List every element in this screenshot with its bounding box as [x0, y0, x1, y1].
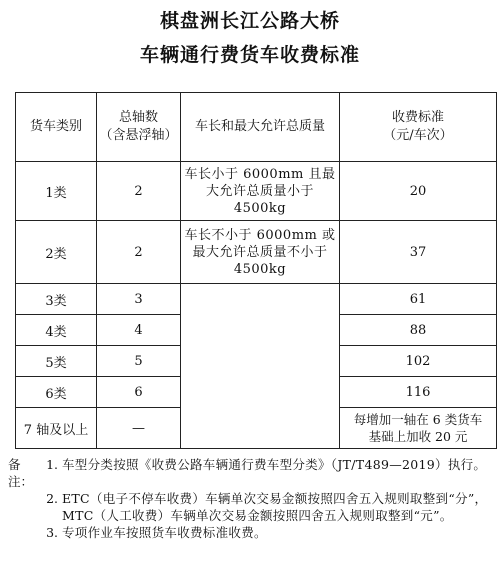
header-condition: 车长和最大允许总质量 — [181, 93, 340, 162]
header-fee-line1: 收费标准 — [391, 110, 444, 125]
note-number: 1. — [46, 457, 58, 472]
note-text: ETC（电子不停车收费）车辆单次交易金额按照四舍五入规则取整到“分”，MTC（人工收费）车辆单次交易金额按照四舍五入规则取整到“元”。 — [62, 491, 488, 523]
header-category: 货车类别 — [16, 93, 97, 162]
row-category: 2类 — [16, 221, 97, 284]
row-axles: 2 — [97, 162, 181, 221]
row-category: 6类 — [16, 377, 97, 408]
row-fee-line2: 基础上加收 20 元 — [368, 429, 468, 444]
row-fee: 102 — [340, 346, 497, 377]
row-axles: 2 — [97, 221, 181, 284]
header-fee-line2: （元/车次） — [383, 128, 453, 143]
header-axles-line1: 总轴数 — [118, 110, 158, 125]
header-axles — [97, 93, 181, 162]
row-category: 3类 — [16, 284, 97, 315]
row-fee: 20 — [340, 162, 497, 221]
row-axles: 6 — [97, 377, 181, 408]
note-item — [8, 490, 494, 524]
row-fee: 61 — [340, 284, 497, 315]
row-category: 5类 — [16, 346, 97, 377]
table-row — [16, 162, 497, 221]
notes-label: 备注： — [8, 457, 34, 489]
header-axles-line2: （含悬浮轴） — [99, 128, 178, 143]
row-condition: 车长不小于 6000mm 或最大允许总质量不小于 4500kg — [181, 221, 340, 284]
row-fee: 88 — [340, 315, 497, 346]
row-fee-line1: 每增加一轴在 6 类货车 — [353, 412, 483, 427]
row-fee — [340, 408, 497, 449]
row-axles: 4 — [97, 315, 181, 346]
header-fee — [340, 93, 497, 162]
row-axles: 3 — [97, 284, 181, 315]
table-header-row — [16, 93, 497, 162]
fee-table — [15, 92, 497, 449]
note-number: 2. — [46, 491, 58, 506]
row-category: 1类 — [16, 162, 97, 221]
row-axles: 5 — [97, 346, 181, 377]
row-axles: — — [97, 408, 181, 449]
note-item — [8, 524, 494, 541]
note-item — [8, 456, 494, 490]
row-condition: 车长小于 6000mm 且最大允许总质量小于 4500kg — [181, 162, 340, 221]
table-row — [16, 221, 497, 284]
page-subtitle: 车辆通行费货车收费标准 — [139, 44, 360, 66]
row-category: 7 轴及以上 — [16, 408, 97, 449]
row-fee: 37 — [340, 221, 497, 284]
row-fee: 116 — [340, 377, 497, 408]
page-title: 棋盘洲长江公路大桥 — [159, 10, 340, 32]
row-category: 4类 — [16, 315, 97, 346]
notes-section — [8, 456, 494, 541]
note-text: 专项作业车按照货车收费标准收费。 — [62, 525, 267, 540]
note-number: 3. — [46, 525, 58, 540]
note-text: 车型分类按照《收费公路车辆通行费车型分类》（JT/T489—2019）执行。 — [62, 457, 487, 472]
table-row — [16, 284, 497, 315]
row-condition-empty — [181, 284, 340, 449]
